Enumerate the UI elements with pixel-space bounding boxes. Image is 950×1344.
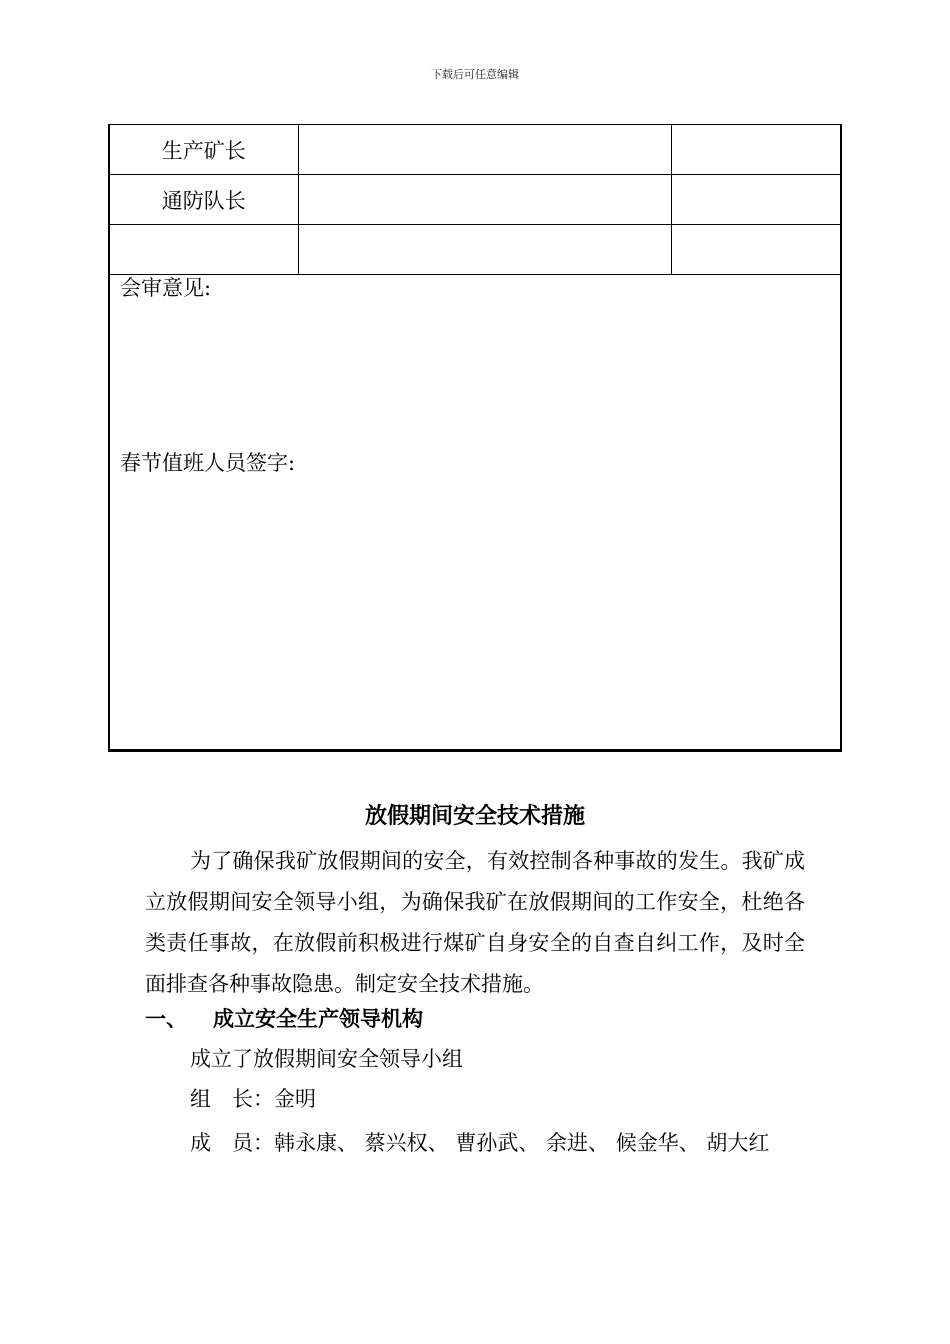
section-heading (145, 1004, 423, 1034)
signature-cell (298, 125, 671, 175)
date-cell (671, 225, 840, 275)
role-cell: 生产矿长 (110, 125, 298, 175)
table-row (110, 175, 840, 225)
table-row (110, 225, 840, 275)
header-note: 下载后可任意编辑 (431, 68, 519, 81)
duty-sign-label: 春节值班人员签字: (120, 451, 296, 475)
signature-table (110, 124, 840, 275)
date-cell (671, 125, 840, 175)
review-opinion-label: 会审意见: (120, 276, 212, 300)
group-members-line: 成 员：韩永康、 蔡兴权、 曹孙武、 余进、 候金华、 胡大红 (190, 1131, 770, 1155)
document-title: 放假期间安全技术措施 (364, 804, 585, 829)
section-title: 成立安全生产领导机构 (213, 1007, 423, 1031)
approval-form (108, 124, 842, 752)
role-cell: 通防队长 (110, 175, 298, 225)
signature-cell (298, 225, 671, 275)
section-number: 一、 (145, 1007, 187, 1031)
signature-cell (298, 175, 671, 225)
group-established-line: 成立了放假期间安全领导小组 (190, 1047, 463, 1071)
role-cell (110, 225, 298, 275)
date-cell (671, 175, 840, 225)
intro-paragraph: 为了确保我矿放假期间的安全，有效控制各种事故的发生。我矿成立放假期间安全领导小组，为确保我矿在放假期间的工作安全，杜绝各类责任事故，在放假前积极进行煤矿自身安全的自查自纠工作，及时全面排查各种事故隐患。制定安全技术措施。 (145, 849, 805, 996)
group-leader-line: 组 长：金明 (190, 1087, 316, 1111)
table-row (110, 125, 840, 175)
